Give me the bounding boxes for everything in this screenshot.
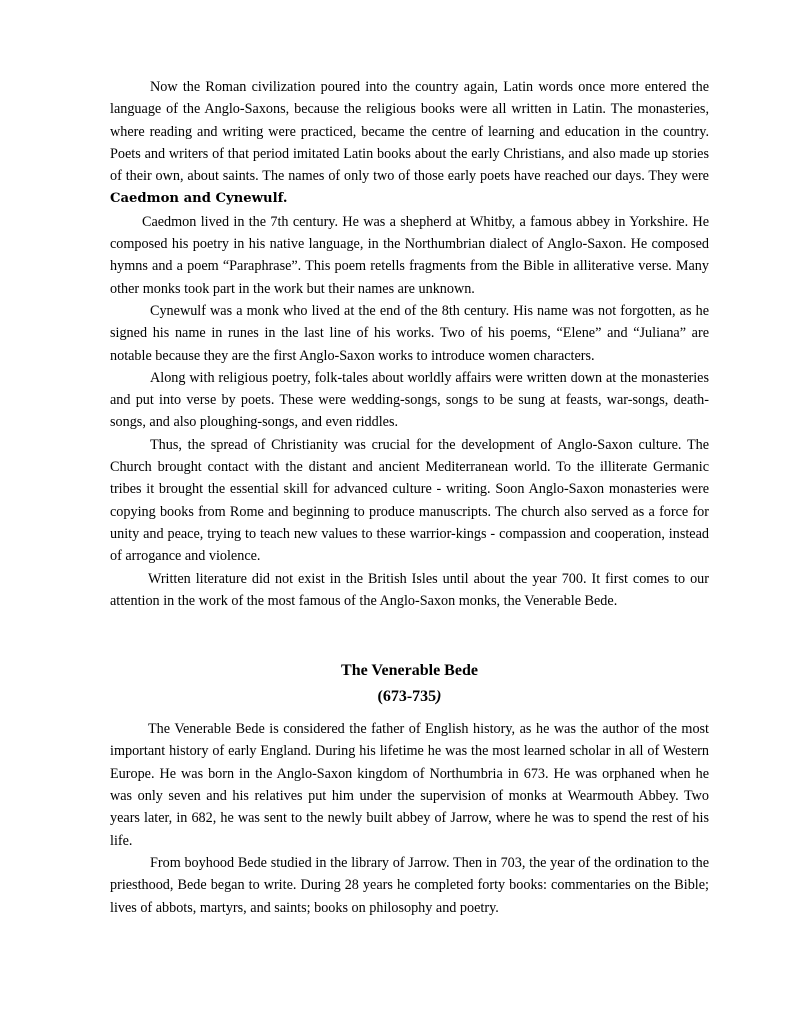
paragraph-christianity: Thus, the spread of Christianity was crucial for the development of Anglo-Saxon culture. The Church brought contact with the distant and ancient Mediterranean world. To the illiterate Germanic tribes it brought the essential skill for advanced culture - writing. Soon Anglo-Saxon monasteries were copying books from Rome and beginning to produce manuscripts. The church also served as a force for unity and peace, trying to teach new values to these warrior-kings - compassion and cooperation, instead of arrogance and violence.: [110, 436, 709, 565]
poets-names-bold: Caedmon and Cynewulf.: [110, 191, 288, 207]
section-title: The Venerable Bede: [341, 662, 478, 680]
paragraph-roman-civilization: [110, 76, 709, 211]
paragraph-text: Now the Roman civilization poured into the country again, Latin words once more entered the language of the Anglo-Saxons, because the religious books were all written in Latin. The monasteries, where reading and writing were practiced, became the centre of learning and education in the country. Poets and writers of that period imitated Latin books about the early Christians, and also made up stories of their own, about saints. The names of only two of those early poets have reached our days. They were: [110, 79, 709, 185]
section-dates: [110, 684, 709, 710]
paragraph-religious-poetry: Along with religious poetry, folk-tales about worldly affairs were written down at the monasteries and put into verse by poets. These were wedding-songs, songs to be sung at feasts, war-songs, death-songs, and also ploughing-songs, and even riddles.: [110, 369, 709, 431]
dates-close-paren: ): [436, 688, 442, 706]
paragraph-bede-intro: The Venerable Bede is considered the father of English history, as he was the author of the most important history of early England. During his lifetime he was the most learned scholar in all of Western Europe. He was born in the Anglo-Saxon kingdom of Northumbria in 673. He was orphaned when he was only seven and his relatives put him under the supervision of monks at Wearmouth Abbey. Two years later, in 682, he was sent to the newly built abbey of Jarrow, where he was to spend the rest of his life.: [110, 721, 709, 849]
paragraph-bede-boyhood: From boyhood Bede studied in the library of Jarrow. Then in 703, the year of the ordination to the priesthood, Bede began to write. During 28 years he completed forty books: commentaries on the Bible; lives of abbots, martyrs, and saints; books on philosophy and poetry.: [110, 854, 709, 916]
paragraph-written-literature: Written literature did not exist in the British Isles until about the year 700. It first comes to our attention in the work of the most famous of the Anglo-Saxon monks, the Venerable Bede.: [110, 570, 709, 609]
paragraph-caedmon: Caedmon lived in the 7th century. He was a shepherd at Whitby, a famous abbey in Yorkshire. He composed his poetry in his native language, in the Northumbrian dialect of Anglo-Saxon. He composed hymns and a poem “Paraphrase”. This poem retells fragments from the Bible in alliterative verse. Many other monks took part in the work but their names are unknown.: [110, 213, 709, 297]
paragraph-cynewulf: Cynewulf was a monk who lived at the end of the 8th century. His name was not forgotten, as he signed his name in runes in the last line of his works. Two of his poems, “Elene” and “Juliana” are notable because they are the first Anglo-Saxon works to introduce women characters.: [110, 302, 709, 364]
dates-text: (673-735: [377, 688, 437, 706]
section-gap: [110, 612, 709, 658]
